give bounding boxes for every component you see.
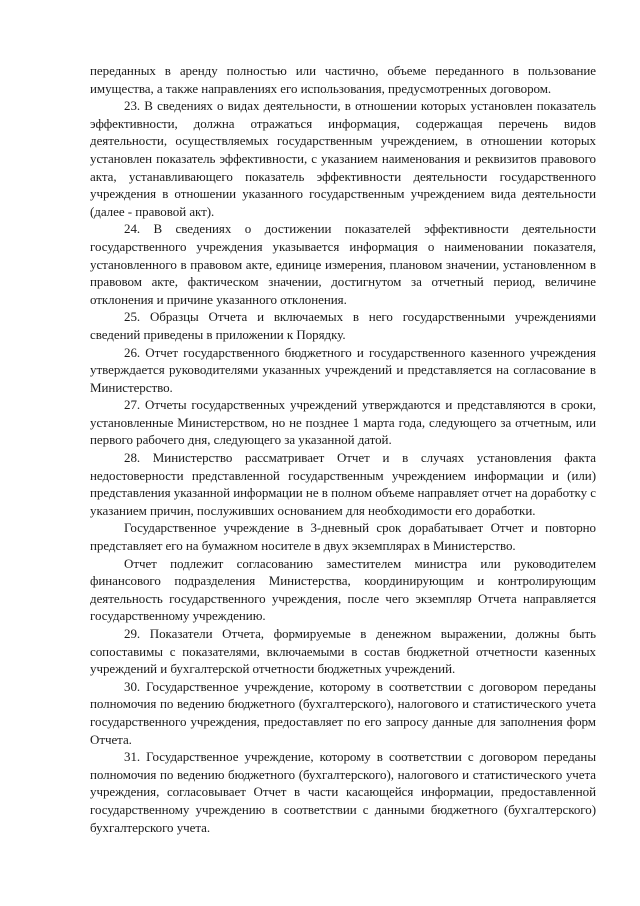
paragraph-27: 27. Отчеты государственных учреждений утверждаются и представляются в сроки, установленные Министерством, но не позднее 1 марта года, следующего за отчетным, или первого рабочего дня, следующего за указанной датой. bbox=[90, 397, 596, 448]
paragraph-28-approval: Отчет подлежит согласованию заместителем министра или руководителем финансового подразделения Министерства, координирующим и контролирующим деятельность государственного учреждения, после чего экземпляр Отчета направляется государственному учреждению. bbox=[90, 555, 596, 624]
paragraph-28: 28. Министерство рассматривает Отчет и в случаях установления факта недостоверности представленной государственным учреждением информации и (или) представления указанной информации не в полном объеме направляет отчет на доработку с указанием причин, послуживших основанием для необходимости его доработки. bbox=[90, 450, 596, 518]
paragraph-23: 23. В сведениях о видах деятельности, в отношении которых установлен показатель эффективности, должна отражаться информация, содержащая перечень видов деятельности, осуществляемых государственным учреждением, в отношении которых установлен показатель эффективности, с указанием наименования и реквизитов правового акта, устанавливающего показатель эффективности деятельности государственного учреждения в отношении указанного государственным учреждением вида деятельности (далее - правовой акт). bbox=[90, 98, 596, 219]
document-page bbox=[90, 62, 596, 836]
paragraph-24: 24. В сведениях о достижении показателей эффективности деятельности государственного учреждения указывается информация о наименовании показателя, установленного в правовом акте, единице измерения, плановом значении, установленном в правовом акте, фактическом значении, достигнутом за отчетный период, величине отклонения и причине указанного отклонения. bbox=[90, 221, 596, 307]
paragraph-29: 29. Показатели Отчета, формируемые в денежном выражении, должны быть сопоставимы с показателями, включаемыми в состав бюджетной отчетности казенных учреждений и бухгалтерской отчетности бюджетных учреждений. bbox=[90, 626, 596, 677]
paragraph-28-revision: Государственное учреждение в 3-дневный срок дорабатывает Отчет и повторно представляет его на бумажном носителе в двух экземплярах в Министерство. bbox=[90, 520, 596, 554]
paragraph-26: 26. Отчет государственного бюджетного и государственного казенного учреждения утверждается руководителями указанных учреждений и представляется на согласование в Министерство. bbox=[90, 344, 596, 395]
paragraph-30: 30. Государственное учреждение, которому в соответствии с договором переданы полномочия по ведению бюджетного (бухгалтерского), налогового и статистического учета государственного учреждения, предоставляет по его запросу данные для заполнения форм Отчета. bbox=[90, 678, 596, 747]
paragraph-25: 25. Образцы Отчета и включаемых в него государственными учреждениями сведений приведены в приложении к Порядку. bbox=[90, 309, 596, 342]
paragraph-continuation: переданных в аренду полностью или частично, объеме переданного в пользование имущества, а также направлениях его использования, предусмотренных договором. bbox=[90, 63, 596, 96]
paragraph-31: 31. Государственное учреждение, которому в соответствии с договором переданы полномочия по ведению бюджетного (бухгалтерского), налогового и статистического учета учреждения, согласовывает Отчет в части касающейся информации, предоставленной государственному учреждению в соответствии с данными бюджетного (бухгалтерского) бухгалтерского учета. bbox=[90, 749, 596, 835]
